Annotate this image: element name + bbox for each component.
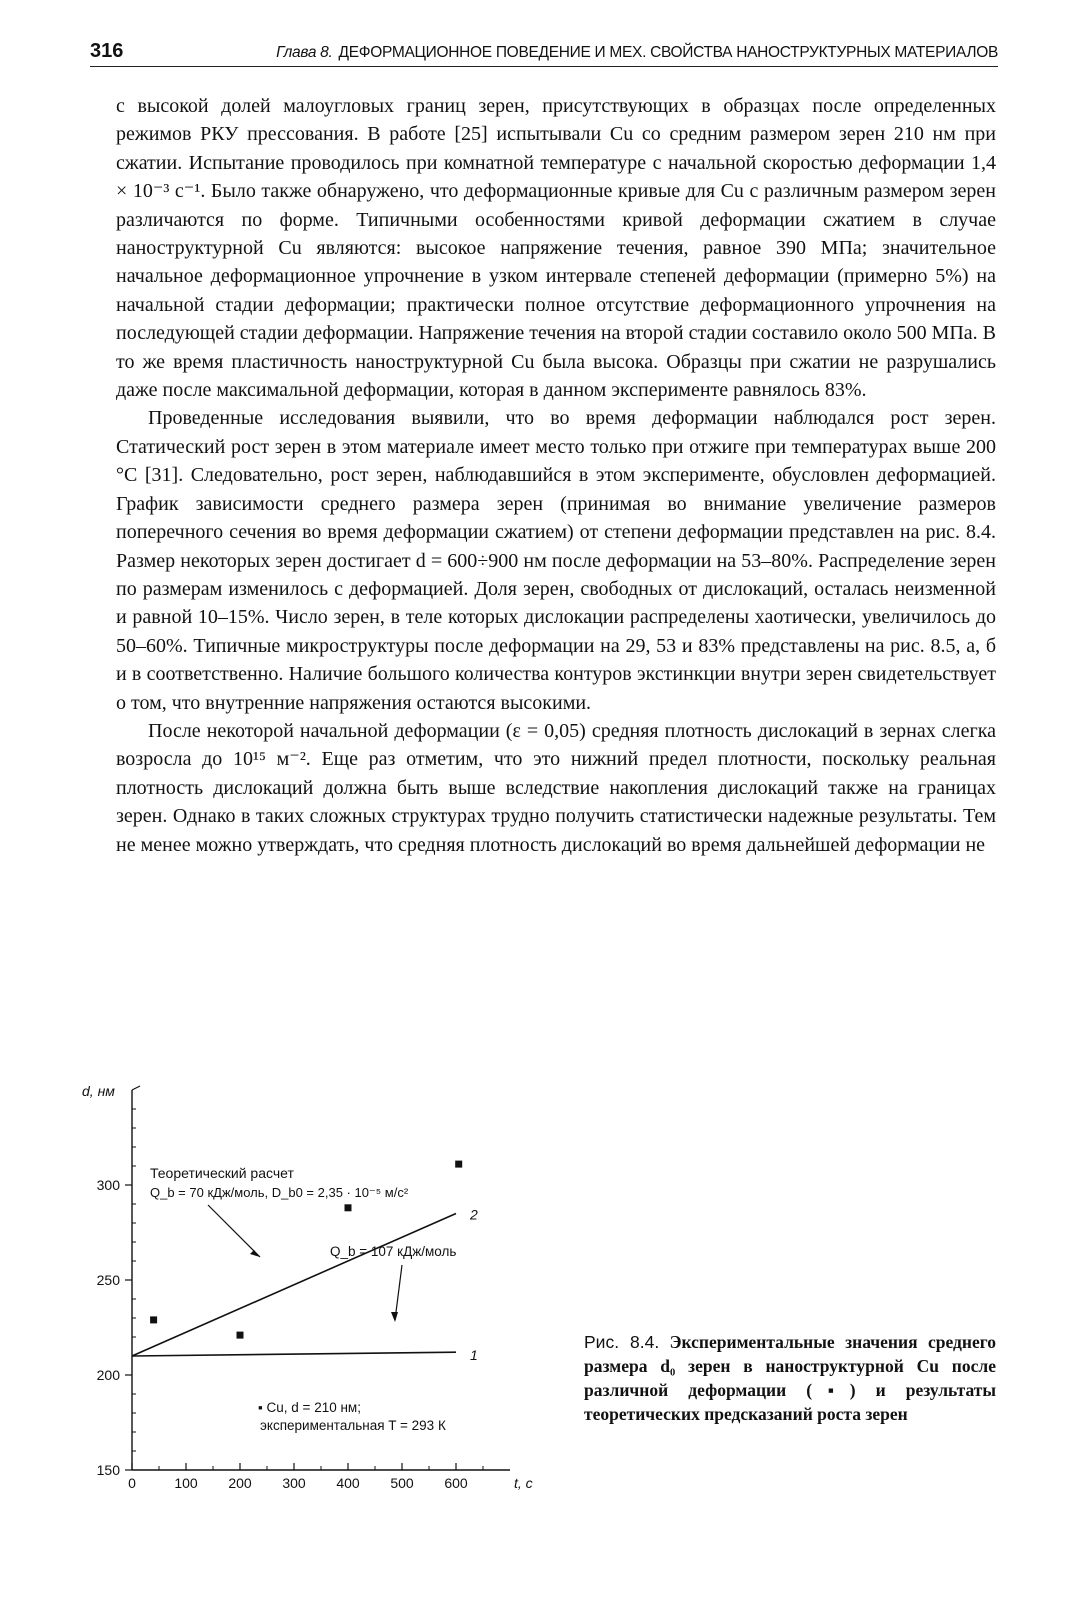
x-tick-label: 600: [444, 1475, 468, 1491]
data-point: [455, 1161, 462, 1168]
y-axis-arrow: [132, 1086, 140, 1090]
paragraph-2: Проведенные исследования выявили, что во время деформации наблюдался рост зерен. Статический рост зерен в этом материале имеет место только при отжиге при температурах выше 200 °С [31]. Следовательно, рост зерен, наблюдавшийся в этом эксперименте, обусловлен деформацией. График зависимости среднего размера зерен (принимая во внимание увеличение размеров поперечного сечения во время деформации сжатием) от степени деформации представлен на рис. 8.4. Размер некоторых зерен достигает d = 600÷900 нм после деформации на 53–80%. Распределение зерен по размерам изменилось с деформацией. Доля зерен, свободных от дислокаций, осталась неизменной и равной 10–15%. Число зерен, в теле которых дислокации распределены хаотически, увеличилось до 50–60%. Типичные микроструктуры после деформации на 29, 53 и 83% представлены на рис. 8.5, а, б и в соответственно. Наличие большого количества контуров экстинкции внутри зерен свидетельствует о том, что внутренние напряжения остаются высокими.: [116, 407, 996, 714]
annotation-theory-title: Теоретический расчет: [150, 1165, 294, 1181]
y-tick-label: 250: [96, 1272, 120, 1288]
running-title: [276, 44, 998, 62]
pointer-to-line-1: [395, 1265, 402, 1320]
y-tick-label: 200: [96, 1367, 120, 1383]
y-axis-label: d, нм: [82, 1083, 115, 1099]
figure-caption: [584, 1330, 996, 1426]
legend-line-1: ▪ Cu, d = 210 нм;: [258, 1400, 361, 1415]
line-label-1: 1: [470, 1347, 478, 1364]
chapter-prefix: Глава 8.: [276, 44, 333, 61]
x-tick-label: 100: [174, 1475, 198, 1491]
theory-line-1: [132, 1352, 456, 1356]
figure-8-4: [60, 1070, 540, 1510]
caption-label: Рис. 8.4.: [584, 1332, 660, 1352]
x-tick-label: 200: [228, 1475, 252, 1491]
y-tick-label: 300: [96, 1177, 120, 1193]
data-point: [237, 1332, 244, 1339]
y-tick-label: 150: [96, 1462, 120, 1478]
pointer-arrowhead-1: [391, 1312, 398, 1322]
data-point: [345, 1204, 352, 1211]
annotation-line1-param: Q_b = 107 кДж/моль: [330, 1244, 457, 1259]
paragraph-1: с высокой долей малоугловых границ зерен, присутствующих в образцах после определенных режимов РКУ прессования. В работе [25] испытывали Cu со средним размером зерен 210 нм при сжатии. Испытание проводилось при комнатной температуре с начальной скоростью деформации 1,4 × 10⁻³ с⁻¹. Было также обнаружено, что деформационные кривые для Cu с различным размером зерен различаются по форме. Типичными особенностями кривой деформации сжатием в случае наноструктурной Cu являются: высокое напряжение течения, равное 390 МПа; значительное начальное деформационное упрочнение в узком интервале степеней деформации (примерно 5%) на начальной стадии деформации; практически полное отсутствие деформационного упрочнения на последующей стадии деформации. Напряжение течения на второй стадии составило около 500 МПа. В то же время пластичность наноструктурной Cu была высока. Образцы при сжатии не разрушались даже после максимальной деформации, которая в данном эксперименте равнялось 83%.: [116, 95, 997, 402]
line-label-2: 2: [470, 1206, 478, 1223]
legend-line-2: экспериментальная T = 293 К: [260, 1418, 446, 1433]
x-axis-label: t, с: [514, 1475, 533, 1491]
page-number: 316: [90, 40, 124, 62]
x-tick-label: 0: [128, 1475, 136, 1491]
paragraph-3: После некоторой начальной деформации (ε = 0,05) средняя плотность дислокаций в зернах слегка возросла до 10¹⁵ м⁻². Еще раз отметим, что это нижний предел плотности, поскольку реальная плотность дислокаций должна быть выше вследствие накопления дислокаций также на границах зерен. Однако в таких сложных структурах трудно получить статистически надежные результаты. Тем не менее можно утверждать, что средняя плотность дислокаций во время дальнейшей деформации не: [116, 719, 996, 856]
annotation-theory-params: Q_b = 70 кДж/моль, D_b0 = 2,35 · 10⁻⁵ м/с²: [150, 1185, 409, 1200]
pointer-to-line-2: [208, 1205, 260, 1257]
data-point: [150, 1316, 157, 1323]
pointer-arrowhead-2: [250, 1250, 260, 1257]
chapter-title: ДЕФОРМАЦИОННОЕ ПОВЕДЕНИЕ И МЕХ. СВОЙСТВА НАНОСТРУКТУРНЫХ МАТЕРИАЛОВ: [338, 44, 998, 61]
theory-line-2: [132, 1214, 456, 1357]
body-text: [116, 92, 996, 859]
x-tick-label: 300: [282, 1475, 306, 1491]
caption-text: Экспериментальные значения среднего размера d₀ зерен в наноструктурной Cu после различной деформации (▪) и результаты теоретических предсказаний роста зерен: [584, 1332, 996, 1424]
running-header: [90, 36, 998, 67]
x-tick-label: 400: [336, 1475, 360, 1491]
x-tick-label: 500: [390, 1475, 414, 1491]
grain-size-chart: [60, 1070, 540, 1510]
